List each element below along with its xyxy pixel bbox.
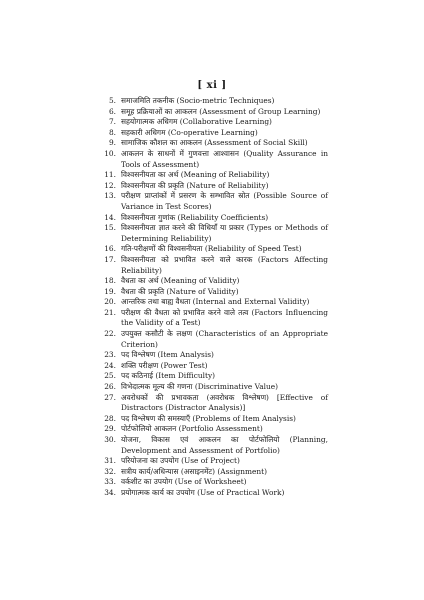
toc-entry bbox=[103, 244, 328, 255]
toc-entry-number: 34. bbox=[104, 487, 116, 497]
page-number: [ xi ] bbox=[197, 80, 227, 91]
toc-entry-number: 26. bbox=[104, 382, 116, 392]
toc-entry-title: पद विश्लेषण की समस्याएँ (Problems of Item Analysis) bbox=[121, 413, 296, 423]
toc-entry-title: सामाजिक कौशल का आकलन (Assessment of Social Skill) bbox=[121, 138, 308, 148]
toc-entry-title: विश्वसनीयता को प्रभावित करने वाले कारक (Factors Affecting Reliability) bbox=[121, 254, 328, 275]
toc-entry-number: 30. bbox=[104, 435, 116, 444]
toc-entry bbox=[103, 107, 328, 118]
toc-entry-title: वैधता की प्रकृति (Nature of Validity) bbox=[121, 286, 239, 296]
toc-entry-title: आकलन के साधनों में गुणवत्ता आश्वासन (Quality Assurance in Tools of Assessment) bbox=[121, 148, 328, 169]
toc-entry bbox=[103, 170, 328, 181]
toc-entry bbox=[103, 297, 328, 308]
toc-entry bbox=[103, 456, 328, 467]
toc-entry bbox=[103, 393, 328, 414]
toc-entry bbox=[103, 149, 328, 170]
toc-entry-title: प्रयोगात्मक कार्य का उपयोग (Use of Practical Work) bbox=[121, 487, 285, 497]
toc-entry-title: विभेदात्मक मूल्य की गणना (Discriminative Value) bbox=[121, 382, 279, 392]
toc-entry-number: 19. bbox=[104, 286, 116, 296]
toc-entry bbox=[103, 181, 328, 192]
toc-entry bbox=[103, 308, 328, 329]
toc-entry bbox=[103, 467, 328, 478]
toc-entry-title: वर्कशीट का उपयोग (Use of Worksheet) bbox=[121, 477, 247, 487]
toc-entry-number: 25. bbox=[104, 371, 116, 381]
toc-entry-title: विश्वसनीयता की प्रकृति (Nature of Reliability) bbox=[121, 180, 269, 190]
toc-entry-title: वैधता का अर्थ (Meaning of Validity) bbox=[121, 276, 240, 286]
toc-entry bbox=[103, 361, 328, 372]
toc-entry-number: 28. bbox=[104, 413, 116, 423]
toc-entry bbox=[103, 117, 328, 128]
toc-entry bbox=[103, 191, 328, 212]
toc-entry-title: विश्वसनीयता का अर्थ (Meaning of Reliability) bbox=[121, 170, 270, 180]
toc-entry bbox=[103, 488, 328, 499]
toc-entry-title: सत्रीय कार्य/अधिन्यास (असाइनमेंट) (Assignment) bbox=[121, 466, 268, 476]
toc-entry bbox=[103, 128, 328, 139]
toc-entry-number: 7. bbox=[108, 117, 116, 127]
toc-entry-number: 5. bbox=[108, 96, 116, 105]
toc-entry-title: सहयोगात्मक अधिगम (Collaborative Learning) bbox=[121, 117, 272, 127]
toc-entry bbox=[103, 223, 328, 244]
toc-entry-title: समाजमिति तकनीक (Socio-metric Techniques) bbox=[121, 96, 275, 105]
toc-entry-number: 13. bbox=[104, 191, 116, 201]
toc-entry-title: पद विश्लेषण (Item Analysis) bbox=[121, 350, 214, 360]
toc-entry-title: सहकारी अधिगम (Co-operative Learning) bbox=[121, 127, 258, 137]
toc-entry-number: 29. bbox=[104, 424, 116, 434]
toc-entry-number: 16. bbox=[104, 244, 116, 254]
toc-entry-number: 10. bbox=[104, 148, 116, 158]
toc-entry-title: परीक्षण की वैधता को प्रभावित करने वाले तत्व (Factors Influencing the Validity of a Test) bbox=[121, 307, 328, 328]
toc-entry-number: 31. bbox=[104, 456, 116, 466]
toc-entry bbox=[103, 371, 328, 382]
toc-entry-number: 20. bbox=[104, 297, 116, 307]
toc-entry-number: 23. bbox=[104, 350, 116, 360]
toc-entry-number: 12. bbox=[104, 180, 116, 190]
toc-entry-number: 21. bbox=[104, 307, 116, 317]
toc-entry-title: अवरोधकों की प्रभावकता (अवरोधक विश्लेषण) [Effective of Distractors (Distractor Analysis)] bbox=[121, 392, 328, 413]
toc-entry bbox=[103, 350, 328, 361]
toc-entry bbox=[103, 138, 328, 149]
toc-entry-number: 24. bbox=[104, 360, 116, 370]
toc-entry-title: शक्ति परीक्षण (Power Test) bbox=[121, 360, 208, 370]
toc-entry-title: विश्वसनीयता ज्ञात करने की विधियाँ या प्रकार (Types or Methods of Determining Reliability) bbox=[121, 223, 328, 243]
toc-entry-number: 22. bbox=[104, 329, 116, 339]
toc-entry bbox=[103, 414, 328, 425]
table-of-contents bbox=[103, 96, 328, 499]
toc-entry-number: 15. bbox=[104, 223, 116, 233]
toc-entry-number: 32. bbox=[104, 466, 116, 476]
toc-entry-title: विश्वसनीयता गुणांक (Reliability Coefficients) bbox=[121, 212, 269, 222]
toc-entry bbox=[103, 435, 328, 456]
toc-entry-title: समूह प्रक्रियाओं का आकलन (Assessment of Group Learning) bbox=[121, 106, 321, 116]
toc-entry-title: परियोजना का उपयोग (Use of Project) bbox=[121, 456, 240, 466]
toc-entry-title: गति-परीक्षणों की विश्वसनीयता (Reliability of Speed Test) bbox=[121, 244, 302, 254]
toc-entry-number: 33. bbox=[104, 477, 116, 487]
toc-entry-number: 6. bbox=[108, 106, 116, 116]
toc-entry-title: उपयुक्त कसौटी के लक्षण (Characteristics of an Appropriate Criterion) bbox=[121, 329, 328, 349]
toc-entry bbox=[103, 424, 328, 435]
toc-entry bbox=[103, 382, 328, 393]
toc-entry-number: 18. bbox=[104, 276, 116, 286]
toc-entry-title: पद कठिनाई (Item Difficulty) bbox=[121, 371, 216, 381]
toc-entry bbox=[103, 287, 328, 298]
toc-entry-title: आन्तरिक तथा बाह्य वैधता (Internal and External Validity) bbox=[121, 297, 310, 307]
toc-entry-number: 17. bbox=[104, 254, 116, 264]
toc-entry-number: 9. bbox=[108, 138, 116, 148]
toc-entry bbox=[103, 477, 328, 488]
toc-entry bbox=[103, 96, 328, 107]
toc-entry-title: पोर्टफोलियो आकलन (Portfolio Assessment) bbox=[121, 424, 263, 434]
toc-entry-title: योजना, विकास एवं आकलन का पोर्टफोलियो (Planning, Development and Assessment of Portfolio) bbox=[121, 435, 328, 455]
toc-entry bbox=[103, 329, 328, 350]
toc-entry bbox=[103, 255, 328, 276]
toc-entry-number: 8. bbox=[108, 127, 116, 137]
toc-entry bbox=[103, 276, 328, 287]
toc-entry bbox=[103, 213, 328, 224]
toc-entry-number: 11. bbox=[104, 170, 116, 180]
toc-entry-title: परीक्षण प्राप्तांकों में प्रसरण के सम्भावित स्रोत (Possible Source of Variance in Test Scores) bbox=[121, 191, 328, 211]
toc-entry-number: 27. bbox=[104, 392, 116, 402]
toc-entry-number: 14. bbox=[104, 212, 116, 222]
